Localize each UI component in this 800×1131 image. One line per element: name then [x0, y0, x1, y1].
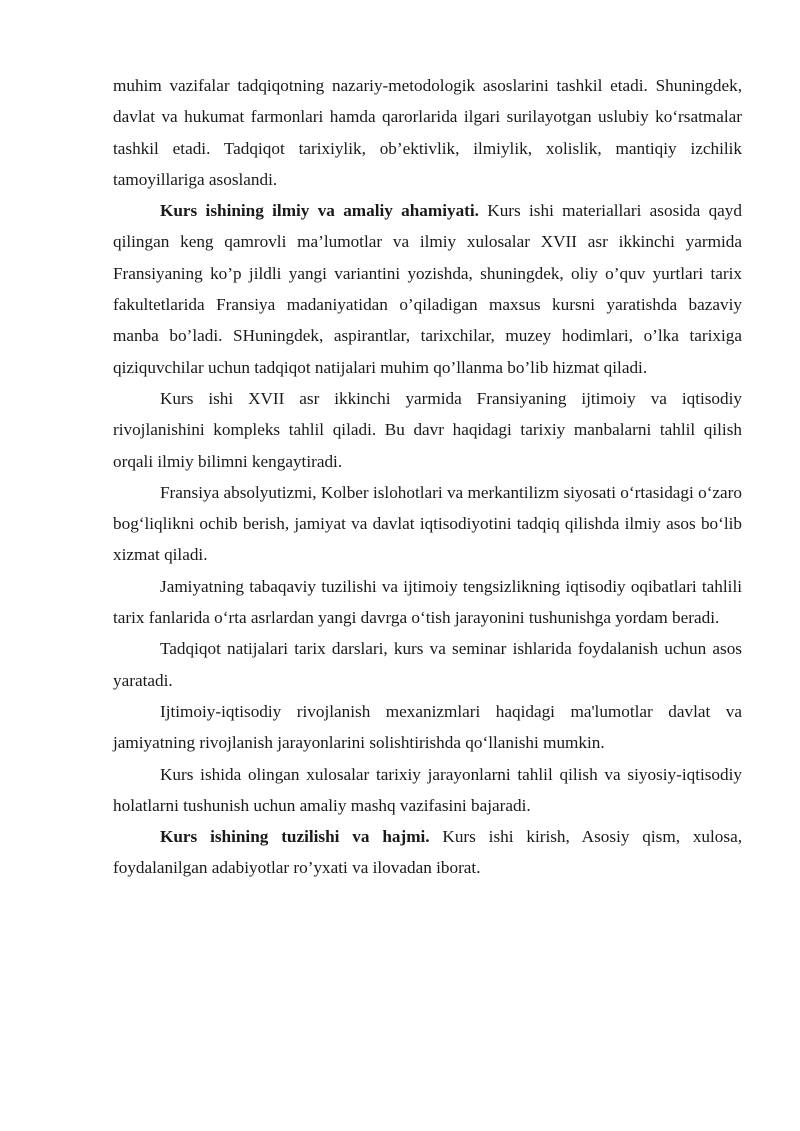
- paragraph-6: [113, 633, 742, 696]
- paragraph-5-text: Jamiyatning tabaqaviy tuzilishi va ijtimoiy tengsizlikning iqtisodiy oqibatlari tahlili tarix fanlarida o‘rta asrlardan yangi davrga o‘tish jarayonini tushunishga yordam beradi.: [113, 576, 742, 628]
- paragraph-structure: [113, 821, 742, 884]
- paragraph-3: [113, 383, 742, 477]
- paragraph-significance: [113, 195, 742, 383]
- paragraph-structure-heading: Kurs ishining tuzilishi va hajmi.: [160, 827, 430, 847]
- paragraph-4-text: Fransiya absolyutizmi, Kolber islohotlari va merkantilizm siyosati o‘rtasidagi o‘zaro bog‘liqlikni ochib berish, jamiyat va davlat iqtisodiyotini tadqiq qilishda ilmiy asos bo‘lib xizmat qiladi.: [113, 482, 742, 565]
- paragraph-significance-text: Kurs ishi materiallari asosida qayd qilingan keng qamrovli ma’lumotlar va ilmiy xulosalar XVII asr ikkinchi yarmida Fransiyaning ko’p jildli yangi variantini yozishda, shuningdek, oliy o’quv yurtlari tarix fakultetlarida Fransiya madaniyatidan o’qiladigan maxsus kursni yaratishda bazaviy manba bo’ladi. SHuningdek, aspirantlar, tarixchilar, muzey hodimlari, o’lka tarixiga qiziquvchilar uchun tadqiqot natijalari muhim qo’llanma bo’lib hizmat qiladi.: [113, 201, 742, 377]
- paragraph-3-text: Kurs ishi XVII asr ikkinchi yarmida Fransiyaning ijtimoiy va iqtisodiy rivojlanishini kompleks tahlil qiladi. Bu davr haqidagi tarixiy manbalarni tahlil qilish orqali ilmiy bilimni kengaytiradi.: [113, 388, 742, 471]
- paragraph-8-text: Kurs ishida olingan xulosalar tarixiy jarayonlarni tahlil qilish va siyosiy-iqtisodiy holatlarni tushunish uchun amaliy mashq vazifasini bajaradi.: [113, 764, 742, 815]
- paragraph-1-text: muhim vazifalar tadqiqotning nazariy-metodologik asoslarini tashkil etadi. Shuningdek, davlat va hukumat farmonlari hamda qarorlarida ilgari surilayotgan uslubiy ko‘rsatmalar tashkil etadi. Tadqiqot tarixiylik, ob’ektivlik, ilmiylik, xolislik, mantiqiy izchilik tamoyillariga asoslandi.: [113, 76, 742, 189]
- document-page: [113, 70, 742, 884]
- paragraph-6-text: Tadqiqot natijalari tarix darslari, kurs va seminar ishlarida foydalanish uchun asos yaratadi.: [113, 639, 742, 690]
- paragraph-4: [113, 477, 742, 571]
- paragraph-significance-heading: Kurs ishining ilmiy va amaliy ahamiyati.: [160, 201, 479, 221]
- paragraph-structure-text: Kurs ishi kirish, Asosiy qism, xulosa, foydalanilgan adabiyotlar ro’yxati va ilovadan iborat.: [113, 827, 742, 878]
- paragraph-7-text: Ijtimoiy-iqtisodiy rivojlanish mexanizmlari haqidagi ma'lumotlar davlat va jamiyatning rivojlanish jarayonlarini solishtirishda qo‘llanishi mumkin.: [113, 701, 742, 753]
- paragraph-5: [113, 571, 742, 634]
- paragraph-8: [113, 759, 742, 822]
- paragraph-7: [113, 696, 742, 759]
- paragraph-1: [113, 70, 742, 195]
